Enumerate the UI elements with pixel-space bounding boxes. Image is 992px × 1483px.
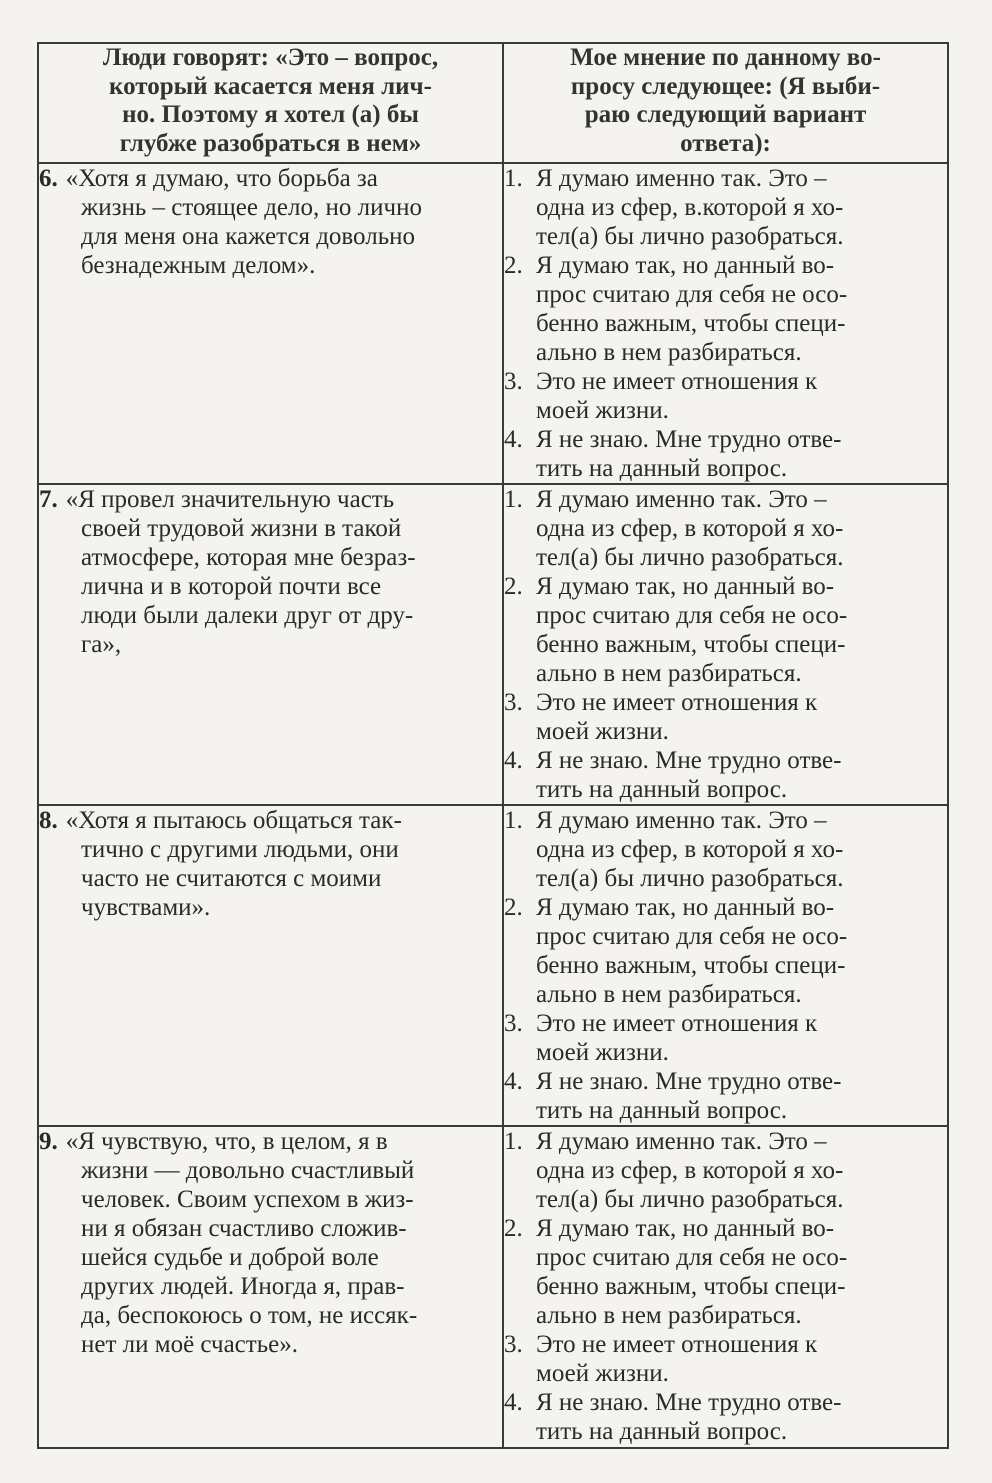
option-line: ально в нем разбираться. bbox=[536, 1302, 802, 1329]
option-text: Я думаю именно так. Это – bbox=[536, 165, 827, 192]
option-line bbox=[504, 572, 947, 601]
answer-option bbox=[504, 1388, 947, 1446]
statement-line bbox=[39, 164, 502, 193]
option-text: Это не имеет отношения к bbox=[536, 1010, 818, 1037]
question-number: 6. bbox=[39, 165, 58, 192]
question-row bbox=[38, 163, 948, 484]
statement-line bbox=[39, 1127, 502, 1156]
option-text: Я думаю именно так. Это – bbox=[536, 807, 827, 834]
option-line: бенно важным, чтобы специ- bbox=[536, 310, 846, 337]
answer-option bbox=[504, 572, 947, 688]
statement-line: шейся судьбе и доброй воле bbox=[81, 1244, 379, 1271]
statement-line: для меня она кажется довольно bbox=[81, 223, 415, 250]
question-number: 7. bbox=[39, 486, 58, 513]
option-line bbox=[504, 485, 947, 514]
option-text: Это не имеет отношения к bbox=[536, 368, 818, 395]
question-number: 9. bbox=[39, 1128, 58, 1155]
option-line: одна из сфер, в которой я хо- bbox=[536, 1157, 844, 1184]
option-line: тел(а) бы лично разобраться. bbox=[536, 223, 844, 250]
option-text: Я не знаю. Мне трудно отве- bbox=[536, 1389, 842, 1416]
statement-cell bbox=[38, 484, 503, 805]
option-line: одна из сфер, в которой я хо- bbox=[536, 836, 844, 863]
option-text: Это не имеет отношения к bbox=[536, 689, 818, 716]
header-line: но. Поэтому я хотел (а) бы bbox=[122, 101, 419, 128]
statement-line: других людей. Иногда я, прав- bbox=[81, 1273, 405, 1300]
options-cell bbox=[503, 484, 948, 805]
option-number: 3. bbox=[504, 1010, 523, 1037]
option-number: 1. bbox=[504, 486, 523, 513]
statement-text: «Хотя я пытаюсь общаться так- bbox=[65, 807, 402, 834]
option-line: бенно важным, чтобы специ- bbox=[536, 1273, 846, 1300]
option-line: одна из сфер, в которой я хо- bbox=[536, 515, 844, 542]
options-cell bbox=[503, 805, 948, 1126]
option-number: 3. bbox=[504, 689, 523, 716]
option-line bbox=[504, 367, 947, 396]
statement-text: «Я провел значительную часть bbox=[65, 486, 395, 513]
header-line: просу следующее: (Я выби- bbox=[570, 72, 881, 100]
header-my-opinion bbox=[503, 43, 948, 163]
answer-option bbox=[504, 1009, 947, 1067]
option-text: Это не имеет отношения к bbox=[536, 1331, 818, 1358]
option-line: моей жизни. bbox=[536, 1039, 669, 1066]
statement-line: часто не считаются с моими bbox=[81, 865, 382, 892]
statement-text: «Я чувствую, что, в целом, я в bbox=[65, 1128, 388, 1155]
statement-line bbox=[39, 485, 502, 514]
statement-line: нет ли моё счастье». bbox=[81, 1331, 298, 1358]
statement-line: своей трудовой жизни в такой bbox=[81, 515, 402, 542]
statement-line: жизнь – стоящее дело, но лично bbox=[81, 194, 422, 221]
statement-text: «Хотя я думаю, что борьба за bbox=[65, 165, 378, 192]
header-line: Люди говорят: «Это – вопрос, bbox=[102, 44, 439, 71]
option-text: Я не знаю. Мне трудно отве- bbox=[536, 1068, 842, 1095]
option-line: тел(а) бы лично разобраться. bbox=[536, 865, 844, 892]
header-line: Мое мнение по данному во- bbox=[570, 44, 881, 71]
option-number: 2. bbox=[504, 573, 523, 600]
statement-line: да, беспокоюсь о том, не иссяк- bbox=[81, 1302, 418, 1329]
option-line: моей жизни. bbox=[536, 718, 669, 745]
option-line bbox=[504, 1330, 947, 1359]
option-line: бенно важным, чтобы специ- bbox=[536, 952, 846, 979]
answer-option bbox=[504, 806, 947, 893]
option-text: Я думаю именно так. Это – bbox=[536, 1128, 827, 1155]
question-row bbox=[38, 484, 948, 805]
option-text: Я думаю так, но данный во- bbox=[536, 252, 835, 279]
statement-line: атмосфере, которая мне безраз- bbox=[81, 544, 416, 571]
answer-option bbox=[504, 893, 947, 1009]
statement-line: люди были далеки друг от дру- bbox=[81, 602, 414, 629]
statement-line: ни я обязан счастливо сложив- bbox=[81, 1215, 407, 1242]
questionnaire-table bbox=[37, 42, 949, 1449]
option-line: одна из сфер, в.которой я хо- bbox=[536, 194, 844, 221]
option-number: 4. bbox=[504, 426, 523, 453]
answer-option bbox=[504, 251, 947, 367]
option-number: 1. bbox=[504, 807, 523, 834]
option-line bbox=[504, 164, 947, 193]
option-text: Я думаю так, но данный во- bbox=[536, 573, 835, 600]
option-line bbox=[504, 806, 947, 835]
option-line: ально в нем разбираться. bbox=[536, 339, 802, 366]
statement-line: тично с другими людьми, они bbox=[81, 836, 399, 863]
header-line: глубже разобраться в нем» bbox=[119, 129, 422, 157]
statement-line: жизни — довольно счастливый bbox=[81, 1157, 415, 1184]
option-line bbox=[504, 688, 947, 717]
option-line bbox=[504, 1009, 947, 1038]
option-line bbox=[504, 1067, 947, 1096]
option-number: 2. bbox=[504, 1215, 523, 1242]
option-line: тить на данный вопрос. bbox=[536, 776, 788, 803]
option-number: 1. bbox=[504, 1128, 523, 1155]
question-row bbox=[38, 1126, 948, 1448]
option-number: 1. bbox=[504, 165, 523, 192]
option-line: бенно важным, чтобы специ- bbox=[536, 631, 846, 658]
options-cell bbox=[503, 163, 948, 484]
option-line: тить на данный вопрос. bbox=[536, 1418, 788, 1445]
options-cell bbox=[503, 1126, 948, 1448]
statement-cell bbox=[38, 1126, 503, 1448]
option-line: моей жизни. bbox=[536, 397, 669, 424]
option-line: ально в нем разбираться. bbox=[536, 660, 802, 687]
option-line bbox=[504, 746, 947, 775]
option-line bbox=[504, 1388, 947, 1417]
option-line: моей жизни. bbox=[536, 1360, 669, 1387]
option-number: 4. bbox=[504, 1068, 523, 1095]
option-line: прос считаю для себя не осо- bbox=[536, 602, 848, 629]
answer-option bbox=[504, 746, 947, 804]
header-line: ответа): bbox=[680, 129, 771, 157]
option-line: тел(а) бы лично разобраться. bbox=[536, 544, 844, 571]
option-text: Я думаю так, но данный во- bbox=[536, 894, 835, 921]
option-line: тить на данный вопрос. bbox=[536, 1097, 788, 1124]
answer-option bbox=[504, 1330, 947, 1388]
answer-option bbox=[504, 367, 947, 425]
option-line: тел(а) бы лично разобраться. bbox=[536, 1186, 844, 1213]
statement-cell bbox=[38, 805, 503, 1126]
option-number: 4. bbox=[504, 747, 523, 774]
answer-option bbox=[504, 688, 947, 746]
option-line: прос считаю для себя не осо- bbox=[536, 281, 848, 308]
question-row bbox=[38, 805, 948, 1126]
option-line bbox=[504, 251, 947, 280]
option-line: тить на данный вопрос. bbox=[536, 455, 788, 482]
option-number: 2. bbox=[504, 894, 523, 921]
option-line bbox=[504, 1214, 947, 1243]
option-text: Я думаю именно так. Это – bbox=[536, 486, 827, 513]
option-line: ально в нем разбираться. bbox=[536, 981, 802, 1008]
answer-option bbox=[504, 1127, 947, 1214]
header-line: раю следующий вариант bbox=[584, 101, 867, 128]
option-line: прос считаю для себя не осо- bbox=[536, 923, 848, 950]
header-row bbox=[38, 43, 948, 163]
option-line bbox=[504, 893, 947, 922]
option-line bbox=[504, 425, 947, 454]
answer-option bbox=[504, 1067, 947, 1125]
option-text: Я не знаю. Мне трудно отве- bbox=[536, 747, 842, 774]
answer-option bbox=[504, 425, 947, 483]
statement-cell bbox=[38, 163, 503, 484]
option-number: 2. bbox=[504, 252, 523, 279]
answer-option bbox=[504, 485, 947, 572]
statement-line: га», bbox=[81, 631, 122, 658]
header-line: который касается меня лич- bbox=[109, 72, 432, 100]
option-line bbox=[504, 1127, 947, 1156]
question-number: 8. bbox=[39, 807, 58, 834]
option-number: 4. bbox=[504, 1389, 523, 1416]
statement-line: чувствами». bbox=[81, 894, 211, 921]
option-line: прос считаю для себя не осо- bbox=[536, 1244, 848, 1271]
statement-line: безнадежным делом». bbox=[81, 252, 316, 279]
option-text: Я не знаю. Мне трудно отве- bbox=[536, 426, 842, 453]
answer-option bbox=[504, 164, 947, 251]
option-number: 3. bbox=[504, 368, 523, 395]
header-people-say bbox=[38, 43, 503, 163]
statement-line bbox=[39, 806, 502, 835]
answer-option bbox=[504, 1214, 947, 1330]
statement-line: человек. Своим успехом в жиз- bbox=[81, 1186, 414, 1213]
option-number: 3. bbox=[504, 1331, 523, 1358]
option-text: Я думаю так, но данный во- bbox=[536, 1215, 835, 1242]
statement-line: лична и в которой почти все bbox=[81, 573, 382, 600]
